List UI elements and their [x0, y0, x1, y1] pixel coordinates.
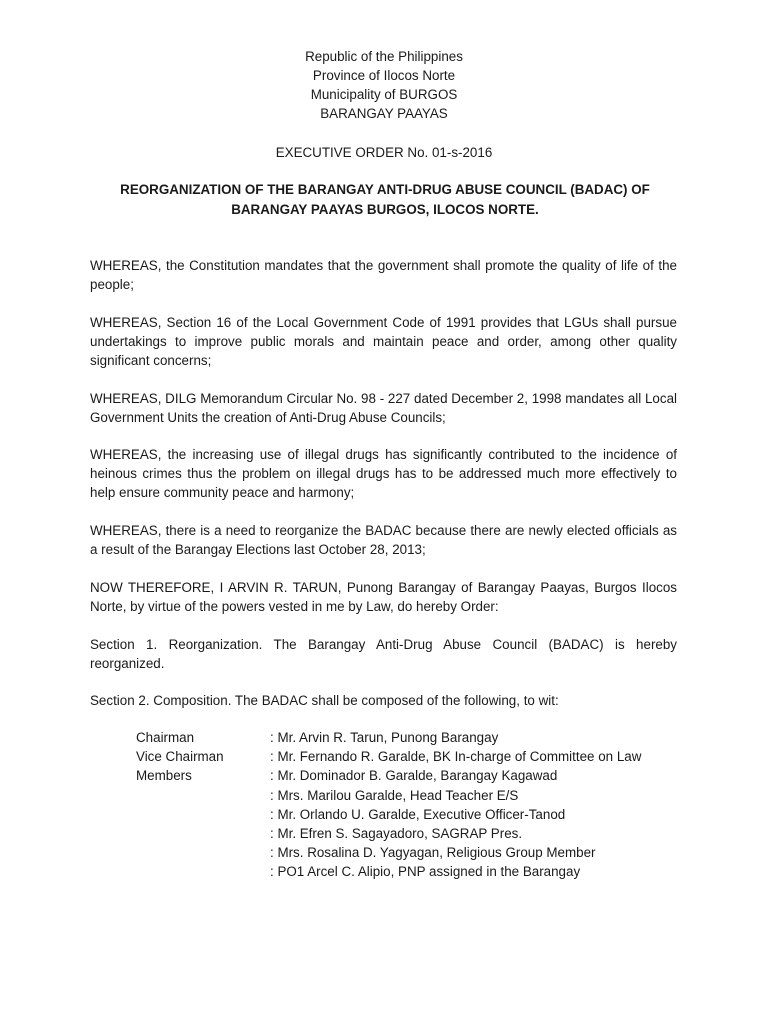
composition-member: : Mr. Arvin R. Tarun, Punong Barangay — [270, 730, 499, 745]
composition-member: : PO1 Arcel C. Alipio, PNP assigned in the Barangay — [270, 864, 581, 880]
composition-row — [0, 862, 768, 881]
header-barangay: BARANGAY PAAYAS — [320, 106, 448, 121]
section-2-paragraph: Section 2. Composition. The BADAC shall be composed of the following, to wit: — [90, 693, 559, 708]
composition-row — [0, 805, 768, 824]
whereas-paragraph-4: WHEREAS, the increasing use of illegal drugs has significantly contributed to the incidence of heinous crimes thus the problem on illegal drugs has to be addressed much more effectively to help ensure community peace and harmony; — [90, 447, 677, 501]
composition-row — [0, 824, 768, 843]
composition-member: : Mr. Fernando R. Garalde, BK In-charge of Committee on Law — [270, 749, 642, 765]
composition-member: : Mr. Orlando U. Garalde, Executive Officer-Tanod — [270, 806, 566, 822]
composition-member: : Mrs. Marilou Garalde, Head Teacher E/S — [270, 787, 519, 803]
whereas-paragraph-2: WHEREAS, Section 16 of the Local Government Code of 1991 provides that LGUs shall pursue undertakings to improve public morals and maintain peace and order, among other quality significant concerns; — [90, 315, 677, 369]
composition-label: Members — [136, 768, 192, 784]
header-republic: Republic of the Philippines — [305, 49, 463, 64]
header-municipality: Municipality of BURGOS — [310, 87, 458, 102]
header-province: Province of Ilocos Norte — [312, 68, 456, 83]
composition-row-members — [0, 766, 768, 785]
executive-order-number: EXECUTIVE ORDER No. 01-s-2016 — [275, 145, 493, 160]
document-header — [0, 47, 768, 123]
document-title: REORGANIZATION OF THE BARANGAY ANTI-DRUG ABUSE COUNCIL (BADAC) OF BARANGAY PAAYAS BURGOS, ILOCOS NORTE. — [120, 182, 650, 217]
composition-member: : Mr. Dominador B. Garalde, Barangay Kagawad — [270, 768, 558, 784]
composition-member: : Mr. Efren S. Sagayadoro, SAGRAP Pres. — [270, 825, 523, 841]
whereas-paragraph-1: WHEREAS, the Constitution mandates that the government shall promote the quality of life of the people; — [90, 258, 677, 293]
whereas-paragraph-3: WHEREAS, DILG Memorandum Circular No. 98 - 227 dated December 2, 1998 mandates all Local Government Units the creation of Anti-Drug Abuse Councils; — [90, 391, 677, 426]
composition-row-vice-chairman — [0, 747, 768, 766]
composition-row — [0, 786, 768, 805]
composition-row — [0, 843, 768, 862]
composition-label: Vice Chairman — [136, 749, 224, 765]
composition-list — [0, 728, 768, 882]
composition-member: : Mrs. Rosalina D. Yagyagan, Religious Group Member — [270, 845, 596, 861]
now-therefore-paragraph: NOW THEREFORE, I ARVIN R. TARUN, Punong Barangay of Barangay Paayas, Burgos Ilocos Norte, by virtue of the powers vested in me by Law, do hereby Order: — [90, 580, 677, 615]
whereas-paragraph-5: WHEREAS, there is a need to reorganize the BADAC because there are newly elected officials as a result of the Barangay Elections last October 28, 2013; — [90, 523, 677, 558]
composition-label: Chairman — [136, 730, 195, 745]
composition-row-chairman — [0, 728, 768, 747]
section-1-paragraph: Section 1. Reorganization. The Barangay Anti-Drug Abuse Council (BADAC) is hereby reorganized. — [90, 637, 677, 672]
